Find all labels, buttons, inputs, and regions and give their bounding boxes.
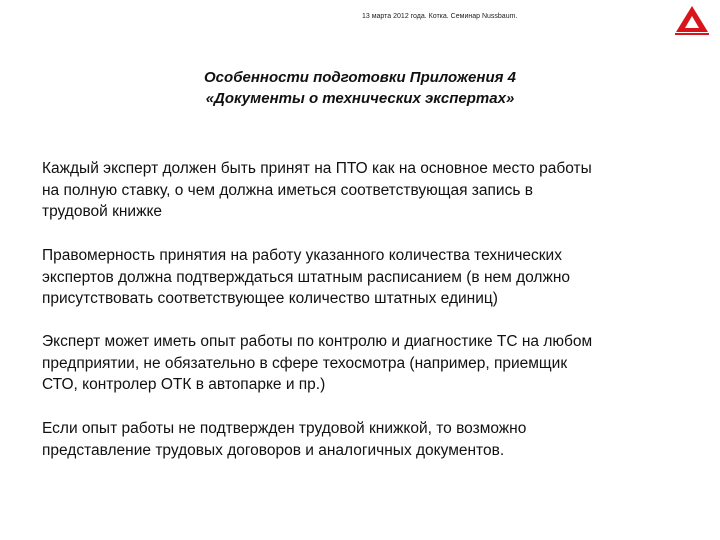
paragraph-line: Эксперт может иметь опыт работы по контролю и диагностике ТС на любом: [42, 333, 593, 350]
paragraph-line: предприятии, не обязательно в сфере техосмотра (например, приемщик: [42, 354, 568, 372]
paragraph-staff-schedule: [42, 245, 692, 310]
paragraph-line: СТО, контролер ОТК в автопарке и пр.): [42, 376, 326, 393]
paragraph-line: экспертов должна подтверждаться штатным расписанием (в нем должно: [42, 268, 571, 286]
paragraph-line: на полную ставку, о чем должна иметься соответствующая запись в: [42, 181, 533, 199]
slide-title-line: «Документы о технических экспертах»: [205, 90, 515, 107]
paragraph-line: Если опыт работы не подтвержден трудовой книжкой, то возможно: [42, 420, 527, 437]
header-meta-text: 13 марта 2012 года. Котка. Семинар Nussbaum.: [362, 13, 518, 20]
paragraph-work-experience: [42, 331, 692, 396]
paragraph-line: представление трудовых договоров и аналогичных документов.: [42, 441, 505, 459]
paragraph-line: трудовой книжке: [42, 203, 163, 220]
slide-title-line: Особенности подготовки Приложения 4: [204, 69, 516, 86]
red-triangle-logo-icon: [674, 4, 710, 36]
paragraph-line: Каждый эксперт должен быть принят на ПТО как на основное место работы: [42, 160, 592, 177]
paragraph-line: Правомерность принятия на работу указанного количества технических: [42, 247, 562, 264]
paragraph-alternative-documents: [42, 418, 692, 461]
paragraph-employment-requirement: [42, 158, 692, 223]
paragraph-line: присутствовать соответствующее количество штатных единиц): [42, 290, 498, 307]
slide-title: [0, 67, 720, 109]
